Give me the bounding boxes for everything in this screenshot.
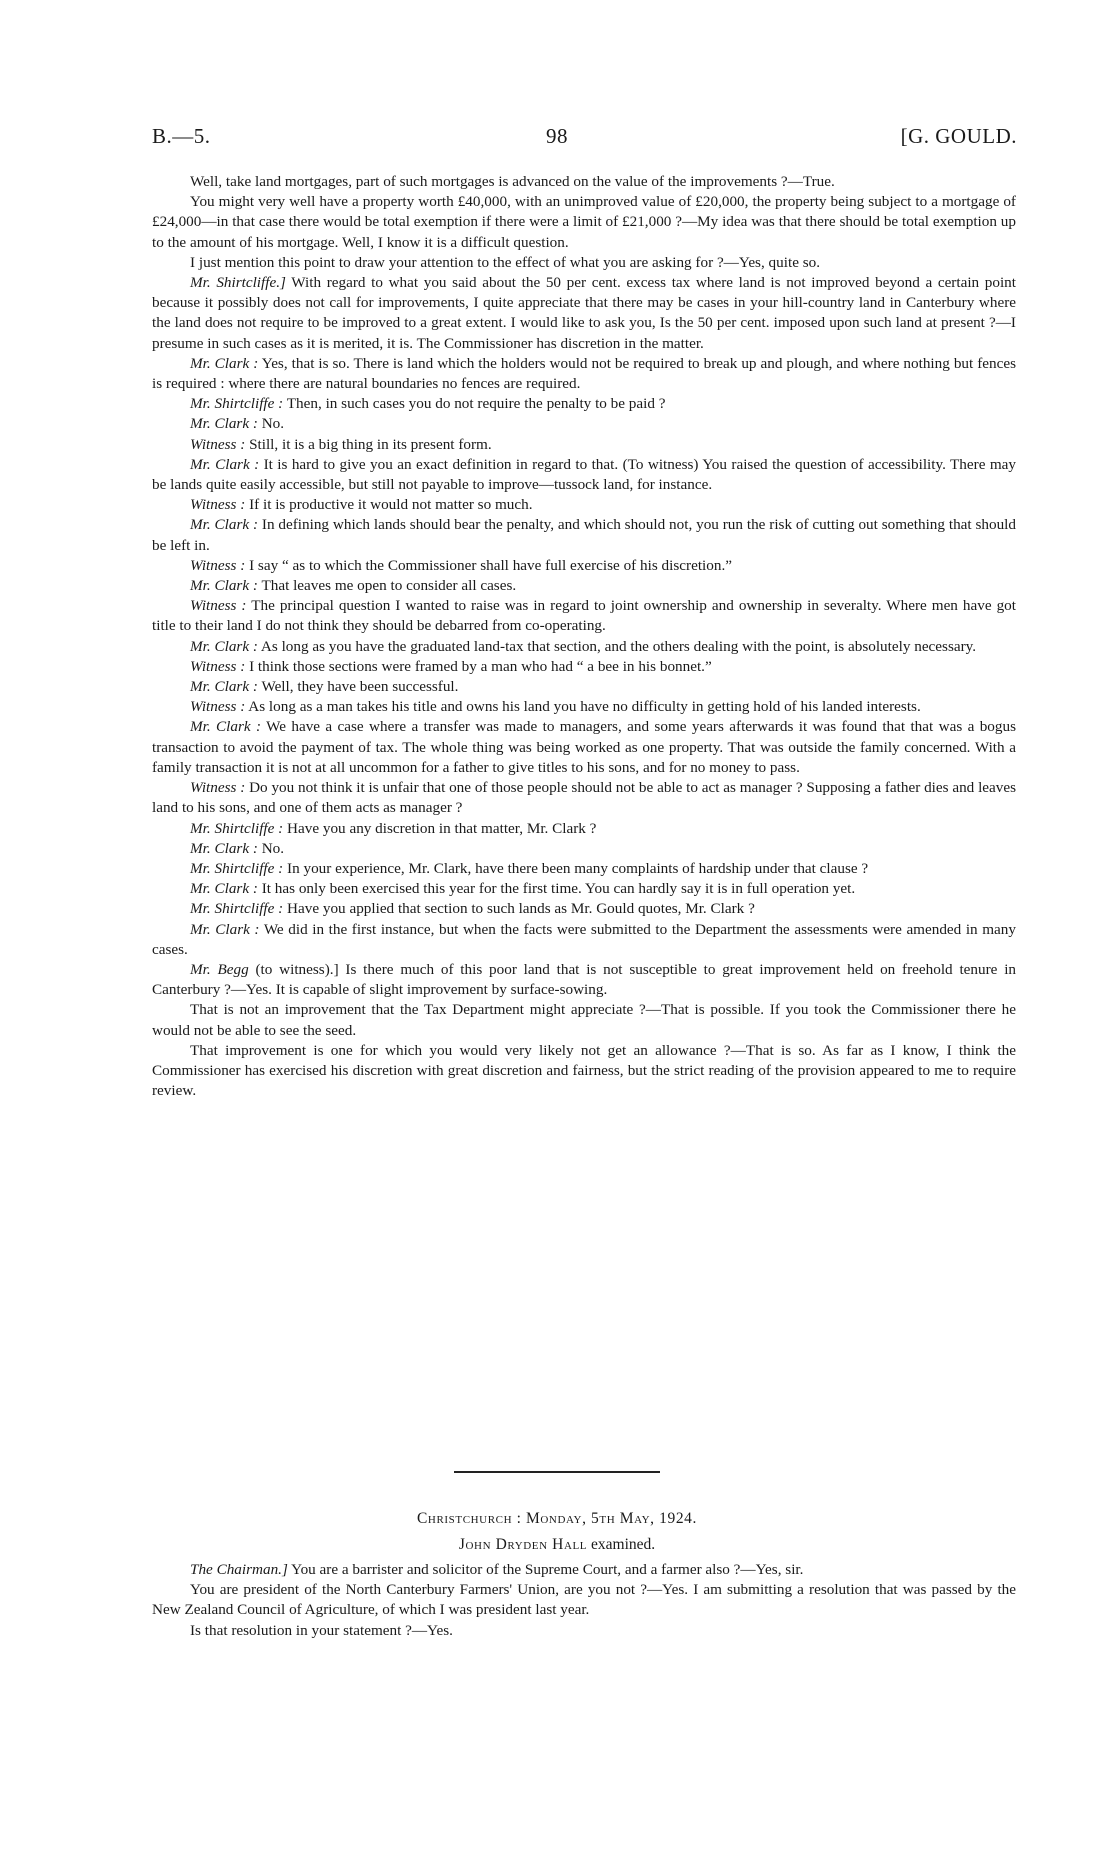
witness-examined-line: [0, 1536, 1114, 1554]
speaker-label: Mr. Shirtcliffe :: [190, 819, 284, 837]
speaker-label: Mr. Begg: [190, 960, 249, 978]
speaker-label: Mr. Clark :: [190, 920, 260, 938]
testimony-section-1: [152, 172, 1016, 1101]
paragraph: [152, 414, 1016, 434]
paragraph: [152, 576, 1016, 596]
paragraph: [152, 1580, 1016, 1620]
paragraph-text: Yes, that is so. There is land which the holders would not be required to break up and plough, and where nothing but fences is required : where there are natural boundaries no fences are required.: [152, 354, 1017, 393]
paragraph-text: It is hard to give you an exact definition in regard to that. (To witness) You raised the question of accessibility. There may be lands quite easily accessible, but still not payable to improve—tussock land, for instance.: [152, 455, 1017, 494]
paragraph-text: As long as you have the graduated land-tax that section, and the others dealing with the point, is absolutely necessary.: [260, 637, 977, 655]
paragraph-text: Then, in such cases you do not require the penalty to be paid ?: [286, 395, 666, 413]
paragraph-text: With regard to what you said about the 50 per cent. excess tax where land is not improved beyond a certain point because it possibly does not call for improvements, I quite appreciate that there may be cases in your hill-country land in Canterbury where the land does not require to be improved to a great extent. I would like to ask you, Is the 50 per cent. imposed upon such land at present ?—I presume in such cases as it is merited, it is. The Commissioner has discretion in the matter.: [152, 274, 1016, 352]
paragraph: [152, 515, 1016, 555]
paragraph: [152, 879, 1016, 899]
paragraph-text: It has only been exercised this year for the first time. You can hardly say it is in full operation yet.: [261, 880, 856, 898]
speaker-label: Mr. Shirtcliffe :: [190, 395, 284, 413]
paragraph: [152, 1621, 1016, 1641]
paragraph: [152, 717, 1016, 778]
paragraph: [152, 657, 1016, 677]
paragraph: [152, 596, 1016, 636]
paragraph: [152, 778, 1016, 818]
paragraph: [152, 859, 1016, 879]
paragraph: [152, 495, 1016, 515]
paragraph-text: In defining which lands should bear the penalty, and which should not, you run the risk of cutting out something that should be left in.: [152, 516, 1016, 554]
paragraph: [152, 1041, 1016, 1102]
paragraph-text: That is not an improvement that the Tax Department might appreciate ?—That is possible. If you took the Commissioner there he would not be able to see the seed.: [152, 1001, 1016, 1039]
paragraph: [152, 899, 1016, 919]
paragraph-text: Have you applied that section to such lands as Mr. Gould quotes, Mr. Clark ?: [287, 900, 755, 918]
paragraph: [152, 960, 1016, 1000]
paragraph-text: Do you not think it is unfair that one of those people should not be able to act as manager ? Supposing a father dies and leaves land to his sons, and one of them acts as manager ?: [152, 779, 1017, 817]
paragraph-text: That improvement is one for which you would very likely not get an allowance ?—That is so. As far as I know, I think the Commissioner has exercised his discretion with great discretion and fairness, but the strict reading of the provision appeared to me to require review.: [152, 1041, 1016, 1100]
paragraph-text: You are president of the North Canterbury Farmers' Union, are you not ?—Yes. I am submitting a resolution that was passed by the New Zealand Council of Agriculture, of which I was president last year.: [152, 1581, 1016, 1619]
speaker-label: Witness :: [190, 657, 246, 675]
witness-name: John Dryden Hall: [458, 1536, 588, 1553]
paragraph: [152, 1000, 1016, 1040]
paragraph: [152, 556, 1016, 576]
paragraph: [152, 637, 1016, 657]
paragraph-text: The principal question I wanted to raise was in regard to joint ownership and ownership in severalty. Where men have got title to their land I do not think they should be debarred from co-operating.: [152, 597, 1016, 635]
paragraph: [152, 839, 1016, 859]
speaker-label: Mr. Clark :: [190, 880, 258, 898]
speaker-label: Witness :: [190, 597, 247, 615]
speaker-label: Mr. Clark :: [190, 839, 258, 857]
paragraph-text: As long as a man takes his title and owns his land you have no difficulty in getting hold of his landed interests.: [248, 698, 921, 716]
paragraph: [152, 354, 1016, 394]
document-code: B.—5.: [152, 124, 211, 148]
speaker-label: Mr. Clark :: [190, 516, 259, 534]
speaker-label: Mr. Clark :: [190, 577, 258, 595]
paragraph: [152, 920, 1016, 960]
paragraph-text: That leaves me open to consider all cases.: [261, 577, 517, 595]
paragraph: [152, 819, 1016, 839]
paragraph: [152, 172, 1016, 192]
speaker-label: Mr. Shirtcliffe :: [190, 859, 284, 877]
paragraph: [152, 394, 1016, 414]
speaker-label: Witness :: [190, 698, 246, 716]
paragraph-text: In your experience, Mr. Clark, have there been many complaints of hardship under that clause ?: [287, 859, 869, 877]
paragraph: [152, 435, 1016, 455]
page-number: 98: [546, 124, 568, 148]
paragraph-text: I think those sections were framed by a man who had “ a bee in his bonnet.”: [249, 657, 712, 675]
paragraph: [152, 273, 1016, 354]
session-date-line: Christchurch : Monday, 5th May, 1924.: [416, 1510, 698, 1527]
paragraph-text: No.: [261, 839, 285, 857]
testimony-section-2: [152, 1560, 1016, 1641]
paragraph-text: You might very well have a property worth £40,000, with an unimproved value of £20,000, the property being subject to a mortgage of £24,000—in that case there would be total exemption if there were a limit of £21,000 ?—My idea was that there should be total exemption up to the amount of his mortgage. Well, I know it is a difficult question.: [152, 193, 1016, 251]
paragraph-text: If it is productive it would not matter so much.: [249, 496, 533, 514]
speaker-label: Mr. Shirtcliffe :: [190, 900, 284, 918]
paragraph: [152, 1560, 1016, 1580]
speaker-label: Mr. Clark :: [190, 678, 258, 696]
paragraph-text: (to witness).] Is there much of this poor land that is not susceptible to great improvement held on freehold tenure in Canterbury ?—Yes. It is capable of slight improvement by surface-sowing.: [152, 960, 1017, 999]
paragraph: [152, 697, 1016, 717]
speaker-label: The Chairman.]: [190, 1561, 288, 1578]
speaker-label: Witness :: [190, 556, 246, 574]
paragraph-text: You are a barrister and solicitor of the Supreme Court, and a farmer also ?—Yes, sir.: [291, 1561, 804, 1578]
paragraph: [152, 455, 1016, 495]
speaker-label: Witness :: [190, 435, 246, 453]
witness-header: [G. GOULD.: [900, 124, 1017, 148]
speaker-label: Mr. Clark :: [190, 637, 258, 655]
paragraph: [152, 677, 1016, 697]
paragraph-text: Well, take land mortgages, part of such mortgages is advanced on the value of the improvements ?—True.: [190, 173, 835, 190]
paragraph-text: Have you any discretion in that matter, Mr. Clark ?: [287, 819, 597, 837]
speaker-label: Mr. Clark :: [190, 415, 258, 433]
paragraph-text: I just mention this point to draw your attention to the effect of what you are asking for ?—Yes, quite so.: [190, 253, 821, 271]
speaker-label: Witness :: [190, 496, 246, 514]
paragraph-text: Is that resolution in your statement ?—Yes.: [190, 1621, 453, 1639]
section-divider: [454, 1471, 660, 1473]
speaker-label: Mr. Clark :: [190, 455, 260, 473]
paragraph: [152, 253, 1016, 273]
examined-label: examined.: [591, 1536, 656, 1553]
speaker-label: Witness :: [190, 779, 246, 797]
speaker-label: Mr. Clark :: [190, 718, 262, 736]
paragraph-text: No.: [261, 415, 285, 433]
paragraph-text: We have a case where a transfer was made to managers, and some years afterwards it was found that that was a bogus transaction to avoid the payment of tax. The whole thing was being worked as one property. That was outside the family concerned. With a family transaction it is not at all uncommon for a father to give titles to his sons, and for no money to pass.: [152, 718, 1016, 776]
paragraph-text: We did in the first instance, but when the facts were submitted to the Department the assessments were amended in many cases.: [152, 920, 1016, 958]
paragraph-text: Well, they have been successful.: [261, 678, 459, 696]
speaker-label: Mr. Shirtcliffe.]: [190, 274, 286, 292]
speaker-label: Mr. Clark :: [190, 354, 259, 372]
paragraph-text: Still, it is a big thing in its present form.: [249, 435, 492, 453]
paragraph: [152, 192, 1016, 253]
paragraph-text: I say “ as to which the Commissioner shall have full exercise of his discretion.”: [249, 556, 732, 574]
